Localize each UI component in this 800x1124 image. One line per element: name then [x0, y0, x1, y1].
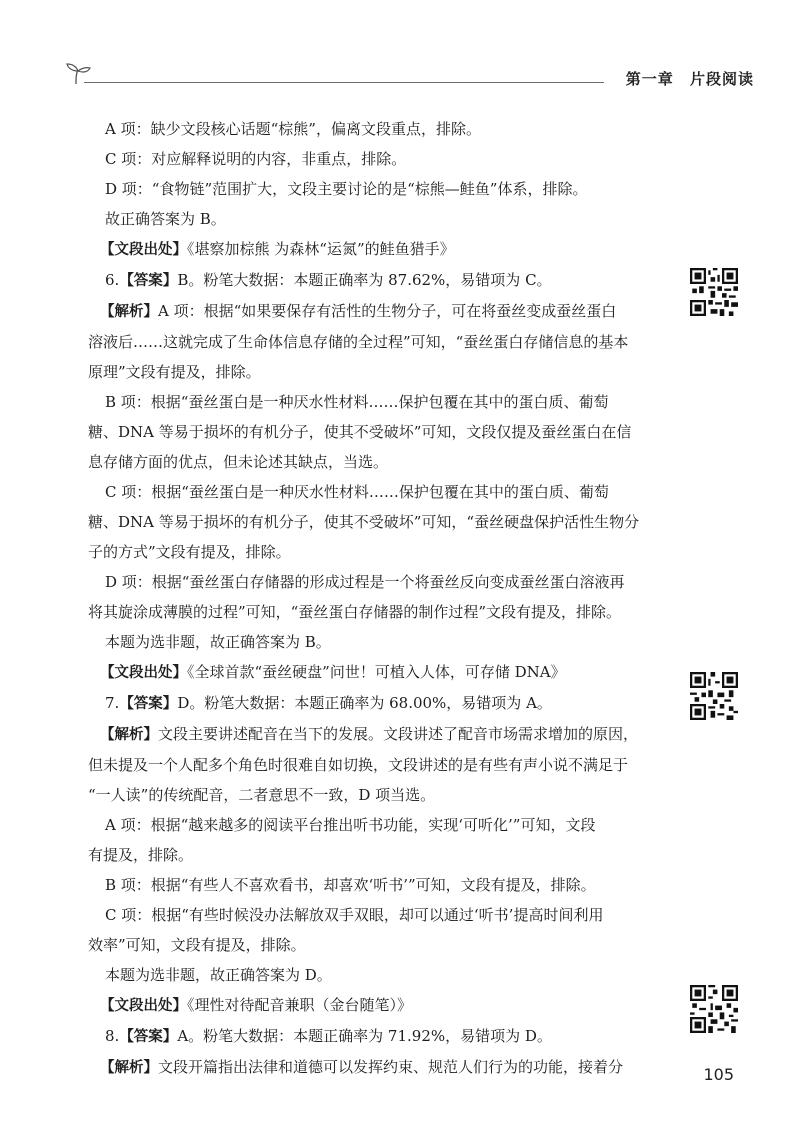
- analysis-text: A 项：根据“如果要保存有活性的生物分子，可在将蚕丝变成蚕丝蛋白: [158, 302, 617, 320]
- analysis-label: 【解析】: [100, 727, 158, 743]
- text-line: 息存储方面的优点，但未论述其缺点，当选。: [88, 453, 389, 471]
- source-line: [100, 990, 668, 1021]
- text-line: A 项：缺少文段核心话题“棕熊”，偏离文段重点，排除。: [105, 120, 481, 138]
- analysis-label: 【解析】: [100, 1060, 158, 1076]
- chapter-title: [626, 68, 754, 89]
- analysis-text: 文段开篇指出法律和道德可以发挥约束、规范人们行为的功能，接着分: [158, 1058, 624, 1076]
- header-rule: [84, 82, 604, 83]
- answer-text: A。粉笔大数据：本题正确率为 71.92%，易错项为 D。: [177, 1027, 552, 1045]
- text-line: “一人读”的传统配音，二者意思不一致，D 项当选。: [88, 786, 436, 804]
- text-line: B 项：根据“蚕丝蛋白是一种厌水性材料……保护包覆在其中的蛋白质、葡萄: [105, 393, 609, 411]
- text-line: C 项：根据“蚕丝蛋白是一种厌水性材料……保护包覆在其中的蛋白质、葡萄: [105, 483, 609, 501]
- text-line: D 项：“食物链”范围扩大，文段主要讨论的是“棕熊—鲑鱼”体系，排除。: [105, 180, 588, 198]
- analysis-line: [100, 296, 668, 327]
- text-line: D 项：根据“蚕丝蛋白存储器的形成过程是一个将蚕丝反向变成蚕丝蛋白溶液再: [105, 573, 625, 591]
- page-header: [64, 62, 754, 92]
- section-name: 片段阅读: [689, 70, 754, 88]
- source-text: 《全球首款“蚕丝硬盘”问世！可植入人体，可存储 DNA》: [187, 663, 566, 681]
- analysis-label: 【解析】: [100, 304, 158, 320]
- text-line: C 项：根据“有些时候没办法解放双手双眼，却可以通过‘听书’提高时间利用: [105, 906, 604, 924]
- text-line: C 项：对应解释说明的内容，非重点，排除。: [105, 150, 407, 168]
- answer-label: 【答案】: [119, 696, 178, 712]
- analysis-text: 文段主要讲述配音在当下的发展。文段讲述了配音市场需求增加的原因，: [158, 725, 639, 743]
- text-line: 将其旋涂成薄膜的过程”可知，“蚕丝蛋白存储器的制作过程”文段有提及，排除。: [88, 603, 622, 621]
- text-line: 溶液后……这就完成了生命体信息存储的全过程”可知，“蚕丝蛋白存储信息的基本: [88, 333, 629, 351]
- question-number: 6.: [105, 271, 120, 289]
- answer-text: B。粉笔大数据：本题正确率为 87.62%，易错项为 C。: [177, 271, 552, 289]
- page-number: 105: [703, 1065, 734, 1084]
- text-line: 本题为选非题，故正确答案为 B。: [105, 633, 331, 651]
- source-label: 【文段出处】: [100, 665, 187, 681]
- source-label: 【文段出处】: [100, 998, 187, 1014]
- source-text: 《堪察加棕熊 为森林“运氮”的鲑鱼猎手》: [187, 240, 455, 258]
- answer-label: 【答案】: [119, 273, 178, 289]
- chapter-number: 第一章: [625, 70, 674, 88]
- analysis-line: [100, 719, 668, 750]
- answer-label: 【答案】: [119, 1029, 178, 1045]
- source-line: [100, 234, 668, 265]
- question-number: 8.: [105, 1027, 120, 1045]
- text-line: A 项：根据“越来越多的阅读平台推出听书功能，实现‘可听化’”可知，文段: [105, 816, 596, 834]
- answer-line: [105, 265, 668, 296]
- source-line: [100, 657, 668, 688]
- text-line: 糖、DNA 等易于损坏的有机分子，使其不受破坏”可知，“蚕丝硬盘保护活性生物分: [88, 513, 640, 531]
- text-line: 原理”文段有提及，排除。: [88, 363, 261, 381]
- answer-line: [105, 1021, 668, 1052]
- text-line: 效率”可知，文段有提及，排除。: [88, 936, 306, 954]
- qr-code-icon[interactable]: [690, 985, 738, 1033]
- answer-line: [105, 688, 668, 719]
- source-text: 《理性对待配音兼职（金台随笔）》: [187, 996, 413, 1014]
- text-line: 子的方式”文段有提及，排除。: [88, 543, 291, 561]
- text-line: 本题为选非题，故正确答案为 D。: [105, 966, 332, 984]
- qr-code-icon[interactable]: [690, 672, 738, 720]
- text-line: B 项：根据“有些人不喜欢看书，却喜欢‘听书’”可知，文段有提及，排除。: [105, 876, 596, 894]
- answer-text: D。粉笔大数据：本题正确率为 68.00%，易错项为 A。: [177, 694, 552, 712]
- source-label: 【文段出处】: [100, 242, 187, 258]
- text-line: 但未提及一个人配多个角色时很难自如切换，文段讲述的是有些有声小说不满足于: [88, 756, 629, 774]
- text-line: 糖、DNA 等易于损坏的有机分子，使其不受破坏”可知，文段仅提及蚕丝蛋白在信: [88, 423, 632, 441]
- qr-code-icon[interactable]: [690, 268, 738, 316]
- analysis-line: [100, 1052, 668, 1083]
- text-line: 故正确答案为 B。: [105, 210, 226, 228]
- text-line: 有提及，排除。: [88, 846, 194, 864]
- question-number: 7.: [105, 694, 120, 712]
- page-body: [88, 114, 668, 1083]
